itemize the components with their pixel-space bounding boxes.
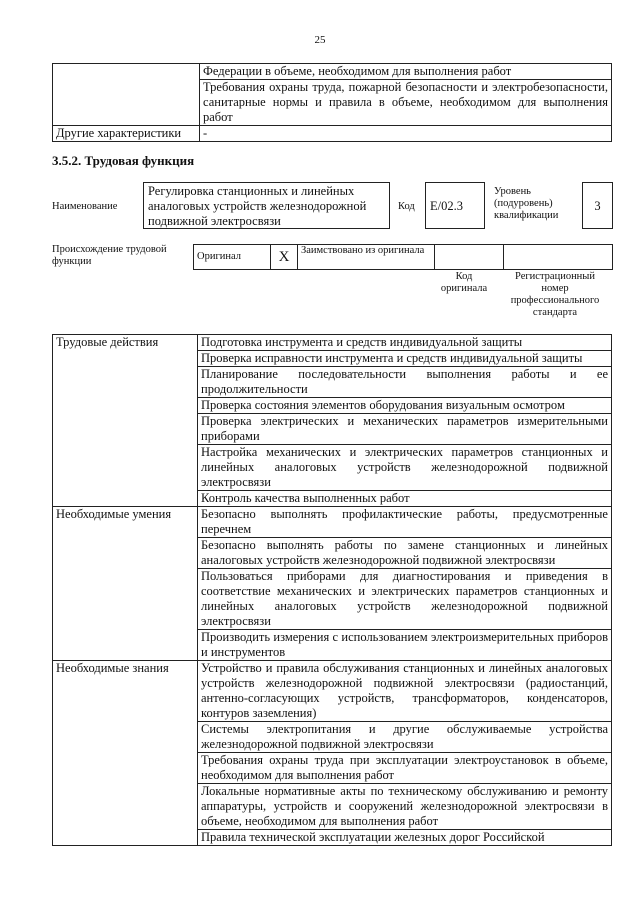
section-title: 3.5.2. Трудовая функция: [52, 153, 195, 168]
original-mark: X: [271, 245, 298, 270]
table-cell: Проверка исправности инструмента и средств индивидуальной защиты: [198, 351, 612, 367]
row-label: Необходимые знания: [53, 661, 198, 846]
table-cell: Требования охраны труда, пожарной безопасности и электробезопасности, санитарные нормы и правила в объеме, необходимом для выполнения работ: [200, 80, 612, 126]
table-cell: Требования охраны труда при эксплуатации электроустановок в объеме, необходимом для выполнения работ: [198, 753, 612, 784]
top-continuation-table: [52, 63, 612, 142]
row-label: Трудовые действия: [53, 335, 198, 507]
origin-table: [193, 244, 613, 270]
table-cell-label: Другие характеристики: [53, 126, 200, 142]
reg-number-caption: Регистрационный номер профессионального стандарта: [510, 271, 600, 318]
table-row: [53, 507, 612, 538]
origin-label: Происхождение трудовой функции: [52, 244, 167, 267]
table-row: [194, 245, 613, 270]
table-cell: Устройство и правила обслуживания станционных и линейных аналоговых устройств железнодорожной подвижной электросвязи (радиостанций, антенно-согласующих устройств, трансформаторов, конденсаторов, контуров заземления): [198, 661, 612, 722]
table-cell: Проверка электрических и механических параметров измерительными приборами: [198, 414, 612, 445]
table-row: [53, 126, 612, 142]
reg-number-cell: [504, 245, 613, 270]
page-number: 25: [314, 34, 326, 46]
function-table: [52, 334, 612, 846]
table-cell: Локальные нормативные акты по техническому обслуживанию и ремонту аппаратуры, устройств и сооружений железнодорожной электросвязи в объеме, необходимом для выполнения работ: [198, 784, 612, 830]
row-label: Необходимые умения: [53, 507, 198, 661]
table-cell: Пользоваться приборами для диагностирования и приведения в соответствие механических и электрических параметров станционных и линейных аналоговых устройств железнодорожной подвижной электросвязи: [198, 569, 612, 630]
code-label: Код: [398, 201, 415, 212]
table-row: [53, 64, 612, 80]
original-label: Оригинал: [197, 251, 241, 262]
borrowed-cell: Заимствовано из оригинала: [298, 245, 435, 270]
function-name-box: Регулировка станционных и линейных аналоговых устройств железнодорожной подвижной электросвязи: [143, 182, 390, 229]
table-cell: Безопасно выполнять профилактические работы, предусмотренные перечнем: [198, 507, 612, 538]
level-label: Уровень (подуровень) квалификации: [494, 186, 559, 221]
table-cell: Настройка механических и электрических параметров станционных и линейных аналоговых устройств железнодорожной подвижной электросвязи: [198, 445, 612, 491]
table-cell: Планирование последовательности выполнения работы и ее продолжительности: [198, 367, 612, 398]
table-cell: Проверка состояния элементов оборудования визуальным осмотром: [198, 398, 612, 414]
table-row: [53, 661, 612, 722]
code-box: E/02.3: [425, 182, 485, 229]
table-cell: Системы электропитания и другие обслуживаемые устройства железнодорожной подвижной электросвязи: [198, 722, 612, 753]
table-row: [53, 335, 612, 351]
table-cell: Безопасно выполнять работы по замене станционных и линейных аналоговых устройств железнодорожной подвижной электросвязи: [198, 538, 612, 569]
level-box: 3: [582, 182, 613, 229]
original-cell: [194, 245, 271, 270]
name-label: Наименование: [52, 201, 118, 212]
table-cell: Федерации в объеме, необходимом для выполнения работ: [200, 64, 612, 80]
table-cell-label: [53, 64, 200, 126]
table-cell: Правила технической эксплуатации железных дорог Российской: [198, 830, 612, 846]
table-cell: -: [200, 126, 612, 142]
table-cell: Подготовка инструмента и средств индивидуальной защиты: [198, 335, 612, 351]
code-original-caption: Код оригинала: [440, 271, 488, 294]
code-original-cell: [435, 245, 504, 270]
table-cell: Производить измерения с использованием электроизмерительных приборов и инструментов: [198, 630, 612, 661]
table-cell: Контроль качества выполненных работ: [198, 491, 612, 507]
